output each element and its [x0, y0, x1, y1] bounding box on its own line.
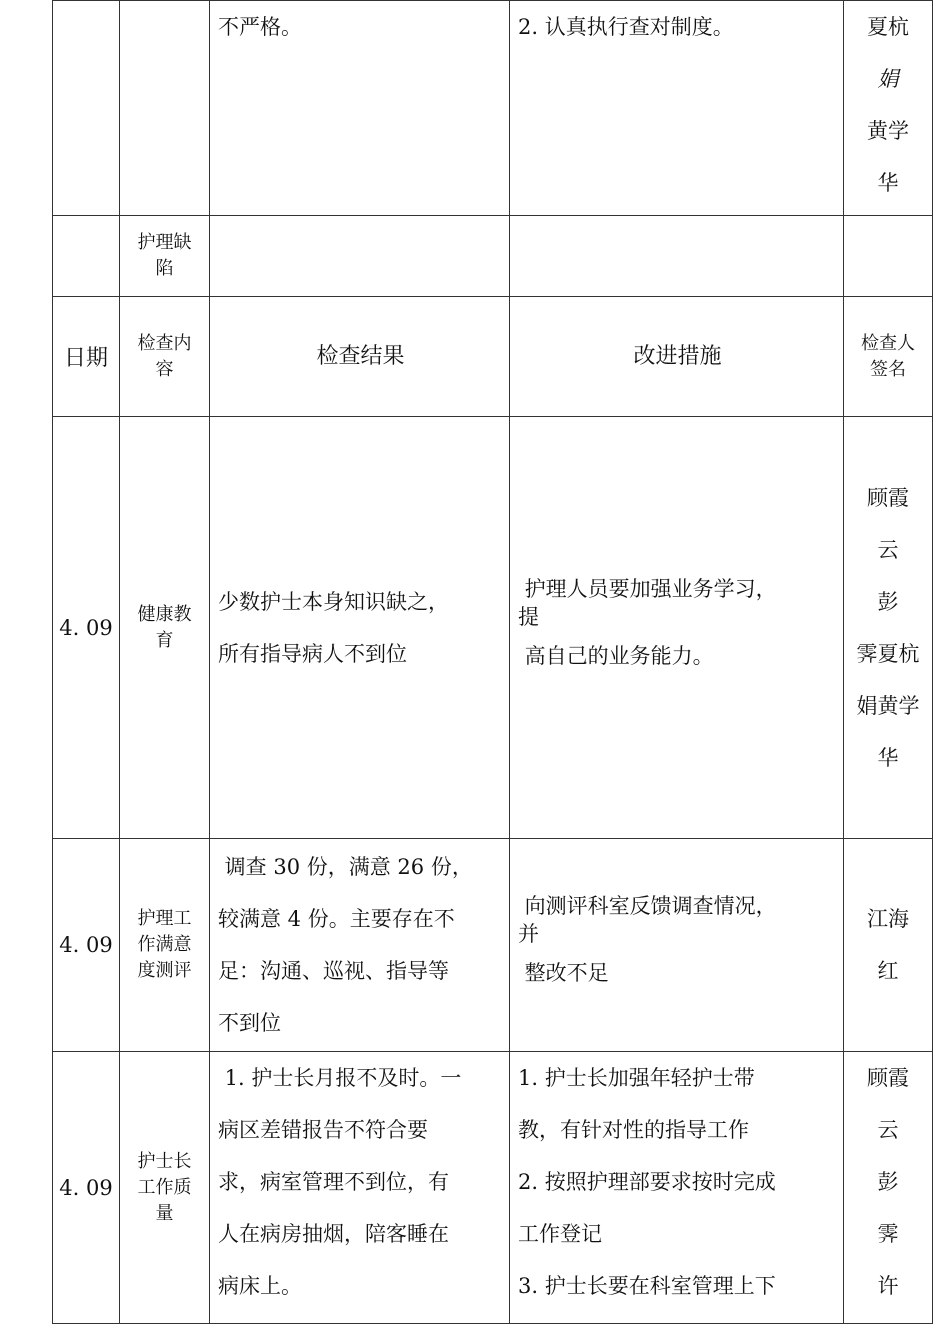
measure-line: 1. 护士长加强年轻护士带 [518, 1066, 755, 1090]
item-label: 护士长工作质量 [137, 1150, 192, 1224]
signer-cell [844, 1052, 933, 1324]
signer-cell [844, 417, 933, 839]
signer-line: 娟黄学 [856, 693, 920, 718]
header-result: 检查结果 [210, 297, 510, 417]
header-signer-label: 检查人签名 [861, 332, 915, 380]
result-line: 足：沟通、巡视、指导等 [218, 959, 449, 983]
measure-cell [510, 216, 844, 297]
result-line: 调查 30 份，满意 26 份， [218, 855, 473, 879]
header-measure: 改进措施 [510, 297, 844, 417]
result-cell [210, 839, 510, 1052]
table-row [53, 1, 933, 216]
measure-line: 2. 认真执行查对制度。 [518, 15, 734, 39]
result-cell [210, 1052, 510, 1324]
date-cell: 4. 09 [53, 839, 120, 1052]
result-line: 人在病房抽烟，陪客睡在 [218, 1222, 449, 1246]
date-cell: 4. 09 [53, 417, 120, 839]
item-label: 护理工作满意度测评 [137, 908, 192, 981]
measure-line: 护理人员要加强业务学习， [518, 576, 777, 601]
table-row [53, 417, 933, 839]
signer-line: 彭 [877, 589, 899, 614]
signer-line: 娟 [877, 67, 899, 91]
result-line: 所有指导病人不到位 [218, 641, 407, 666]
signer-line: 江海 [867, 907, 909, 931]
header-item-label: 检查内容 [137, 332, 192, 380]
signer-line: 云 [877, 1118, 899, 1142]
signer-line: 云 [877, 537, 899, 562]
signer-line: 顾霞 [867, 1066, 909, 1090]
table-row [53, 1052, 933, 1324]
header-signer [844, 297, 933, 417]
result-line: 1. 护士长月报不及时。一 [218, 1066, 462, 1090]
measure-cell [510, 1, 844, 216]
table-row [53, 839, 933, 1052]
signer-line: 夏杭 [867, 15, 909, 39]
nursing-inspection-table [52, 0, 933, 1324]
signer-line: 彭 [877, 1170, 899, 1194]
measure-line: 提 [518, 604, 539, 629]
item-cell [120, 839, 210, 1052]
result-line: 病区差错报告不符合要 [218, 1118, 428, 1142]
date-cell [53, 216, 120, 297]
item-cell [120, 1, 210, 216]
signer-line: 霁 [877, 1222, 899, 1246]
result-cell [210, 417, 510, 839]
measure-line: 2. 按照护理部要求按时完成 [518, 1170, 776, 1194]
result-line: 不到位 [218, 1011, 281, 1035]
item-label: 健康教育 [137, 603, 192, 651]
date-cell: 4. 09 [53, 1052, 120, 1324]
measure-line: 工作登记 [518, 1222, 602, 1246]
item-label: 护理缺陷 [137, 232, 192, 279]
measure-cell [510, 417, 844, 839]
signer-line: 许 [877, 1274, 899, 1298]
measure-cell [510, 839, 844, 1052]
measure-line: 教，有针对性的指导工作 [518, 1118, 749, 1142]
signer-line: 华 [877, 745, 899, 770]
signer-line: 黄学 [867, 119, 909, 143]
signer-line: 红 [877, 959, 899, 983]
header-item [120, 297, 210, 417]
table-header-row [53, 297, 933, 417]
result-line: 少数护士本身知识缺之， [218, 589, 449, 614]
signer-cell [844, 1, 933, 216]
result-cell [210, 216, 510, 297]
signer-line: 华 [877, 171, 899, 195]
item-cell [120, 216, 210, 297]
measure-cell [510, 1052, 844, 1324]
header-date: 日期 [53, 297, 120, 417]
result-line: 不严格。 [218, 15, 302, 39]
result-cell [210, 1, 510, 216]
signer-line: 霁夏杭 [856, 641, 920, 666]
table-row [53, 216, 933, 297]
signer-cell [844, 216, 933, 297]
result-line: 求，病室管理不到位，有 [218, 1170, 449, 1194]
result-line: 病床上。 [218, 1274, 302, 1298]
item-cell [120, 1052, 210, 1324]
signer-cell [844, 839, 933, 1052]
signer-line: 顾霞 [867, 485, 909, 510]
measure-line: 高自己的业务能力。 [518, 643, 714, 668]
measure-line: 3. 护士长要在科室管理上下 [518, 1274, 776, 1298]
date-cell [53, 1, 120, 216]
measure-line: 向测评科室反馈调查情况， [518, 894, 777, 918]
measure-line: 整改不足 [518, 961, 609, 985]
measure-line: 并 [518, 922, 539, 946]
item-cell [120, 417, 210, 839]
result-line: 较满意 4 份。主要存在不 [218, 907, 455, 931]
